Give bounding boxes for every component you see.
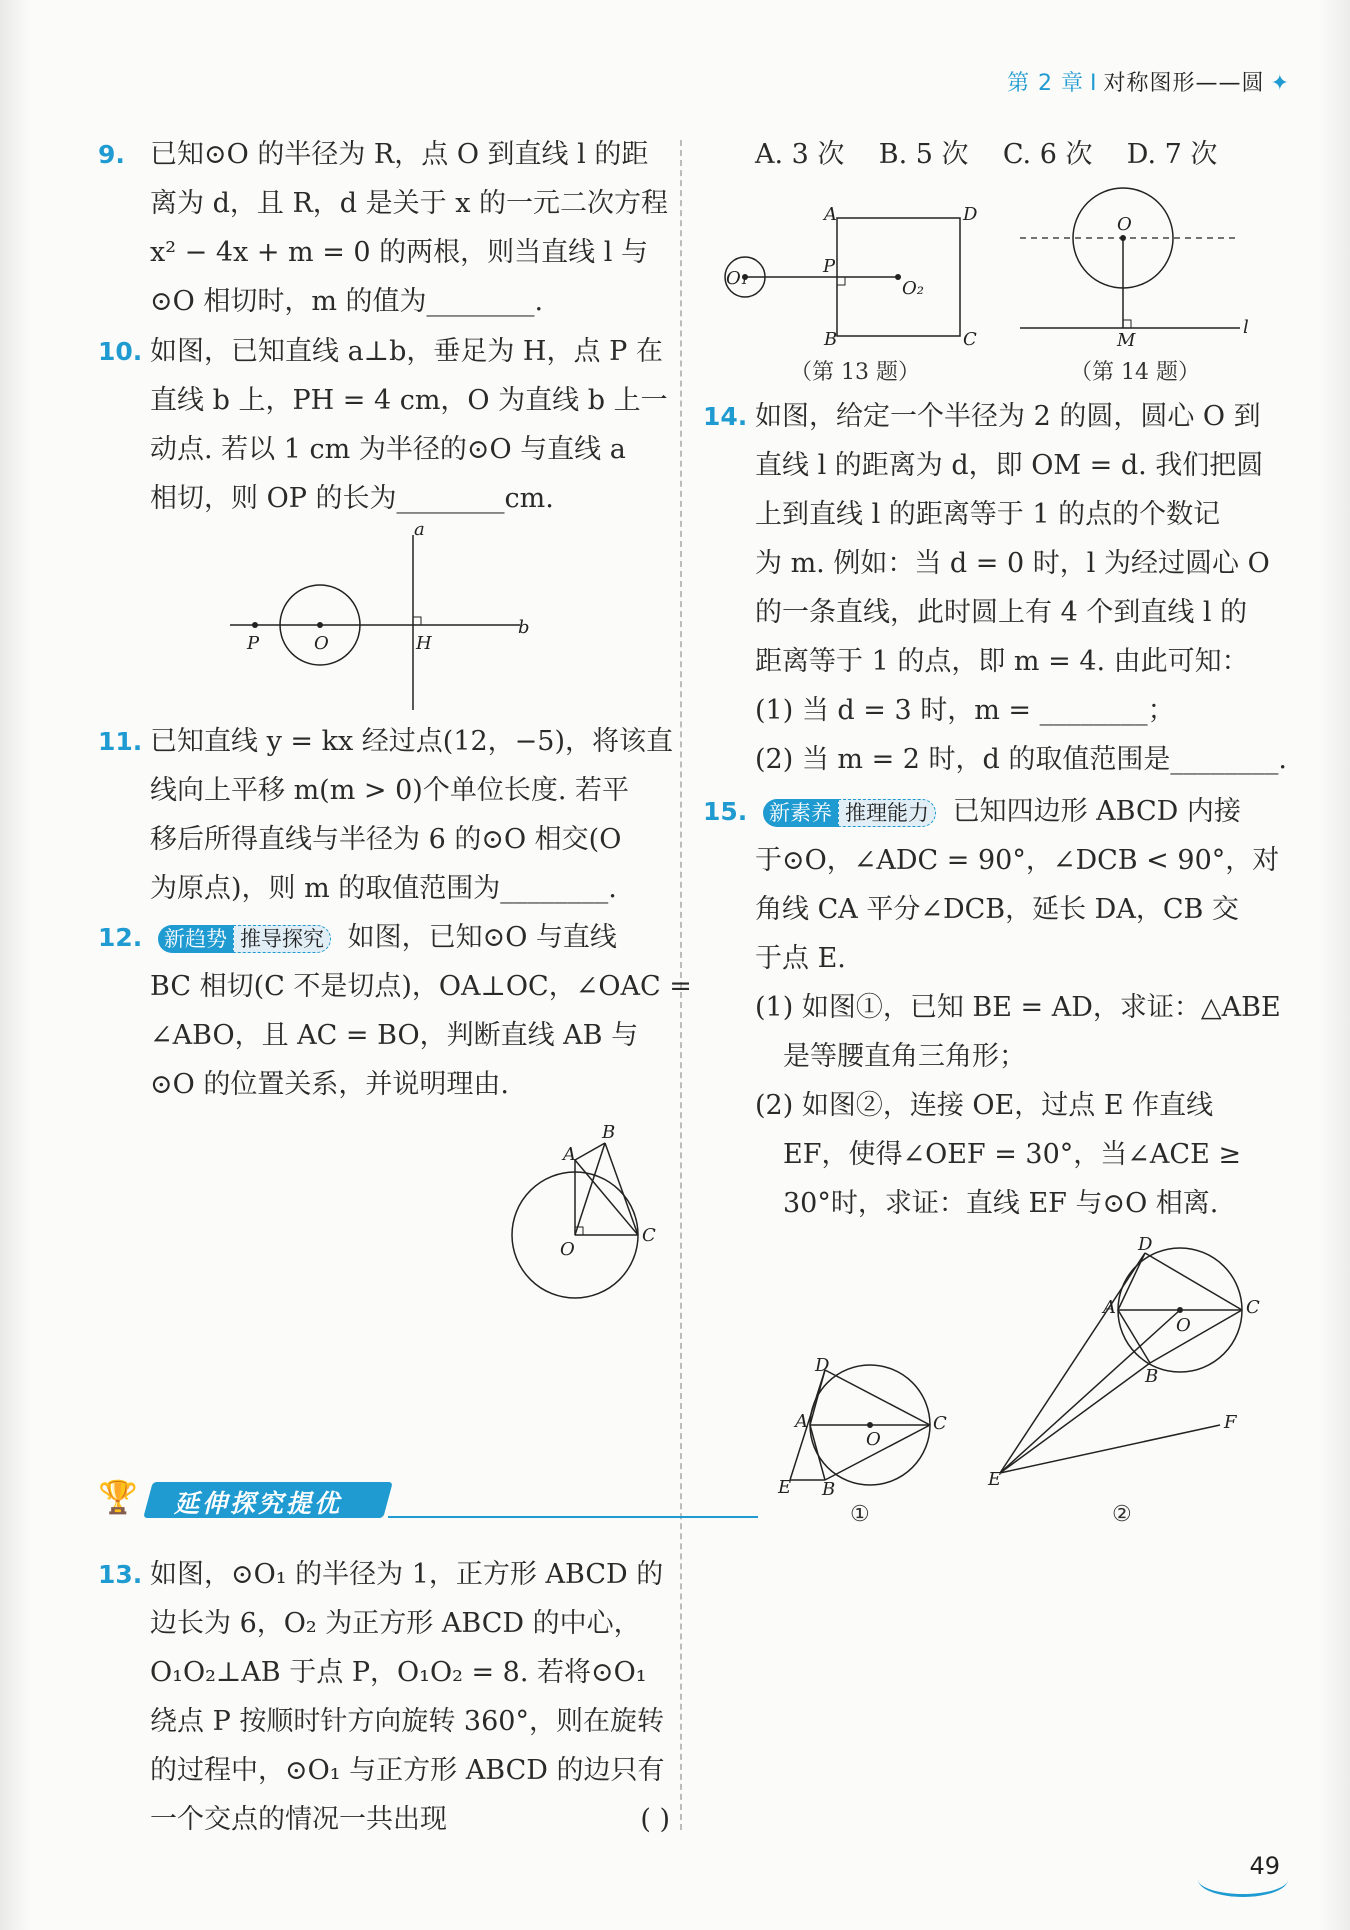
figure-label-1: ① xyxy=(850,1502,870,1527)
text-line: 已知直线 y = kx 经过点(12，−5)，将该直 xyxy=(150,726,674,757)
label-c: C xyxy=(963,329,977,350)
q13-options: A. 3 次 B. 5 次 C. 6 次 D. 7 次 xyxy=(755,139,1218,170)
text-line: O₁O₂⊥AB 于点 P，O₁O₂ = 8. 若将⊙O₁ xyxy=(150,1657,647,1688)
label-o: O xyxy=(560,1239,575,1260)
chapter-title: 对称图形——圆 xyxy=(1103,71,1265,96)
trend-tag xyxy=(150,924,339,954)
label-a: a xyxy=(414,525,425,540)
label-o: O xyxy=(866,1429,881,1450)
question-13 xyxy=(98,1550,670,1844)
text-line: x² − 4x + m = 0 的两根，则当直线 l 与 xyxy=(150,237,648,268)
right-angle-mark xyxy=(837,277,845,285)
text-line: 角线 CA 平分∠DCB，延长 DA，CB 交 xyxy=(755,894,1239,925)
text-line: 离为 d，且 R，d 是关于 x 的一元二次方程 xyxy=(150,188,669,219)
text-line: 直线 b 上，PH = 4 cm，O 为直线 b 上一 xyxy=(150,385,668,416)
text-line: 移后所得直线与半径为 6 的⊙O 相交(O xyxy=(150,824,622,855)
section-banner xyxy=(98,1478,658,1522)
text-line: ⊙O 的位置关系，并说明理由. xyxy=(150,1069,509,1100)
label-o2: O₂ xyxy=(902,278,924,299)
banner-rule xyxy=(388,1516,758,1518)
running-header xyxy=(1007,66,1290,97)
sub-question: 是等腰直角三角形； xyxy=(783,1041,1026,1072)
answer-paren: ( ) xyxy=(640,1804,670,1835)
label-b: B xyxy=(1145,1366,1159,1387)
label-p: P xyxy=(823,256,836,277)
segment-bc xyxy=(1150,1310,1242,1363)
text-line: 的过程中，⊙O₁ 与正方形 ABCD 的边只有 xyxy=(150,1755,665,1786)
sub-question: (2) 当 m = 2 时，d 的取值范围是________. xyxy=(755,744,1288,775)
trophy-icon: 🏆 xyxy=(98,1478,138,1516)
star-icon: ✦ xyxy=(1270,71,1290,96)
segment-dc xyxy=(825,1370,930,1425)
label-b: B xyxy=(824,329,838,350)
sub-question: (1) 当 d = 3 时，m = ________； xyxy=(755,695,1175,726)
header-separator: I xyxy=(1090,71,1098,96)
text-line: 边长为 6，O₂ 为正方形 ABCD 的中心， xyxy=(150,1608,641,1639)
text-line: 如图，给定一个半径为 2 的圆，圆心 O 到 xyxy=(755,401,1261,432)
text-line: 距离等于 1 的点，即 m = 4. 由此可知： xyxy=(755,646,1249,677)
question-number: 10. xyxy=(98,337,143,366)
label-o: O xyxy=(1117,214,1132,235)
text-line: 已知⊙O 的半径为 R，点 O 到直线 l 的距 xyxy=(150,139,649,170)
sub-question: 30°时，求证：直线 EF 与⊙O 相离. xyxy=(783,1188,1219,1219)
label-l: l xyxy=(1243,317,1249,338)
center-o xyxy=(317,622,323,628)
text-line: ⊙O 相切时，m 的值为________. xyxy=(150,286,544,317)
section-title: 延伸探究提优 xyxy=(174,1489,343,1518)
text-line: 为原点)，则 m 的取值范围为________. xyxy=(150,873,617,904)
segment-dc xyxy=(1145,1253,1242,1310)
figure-q14 xyxy=(1015,180,1260,350)
text-line: 一个交点的情况一共出现 xyxy=(150,1804,447,1835)
question-number: 11. xyxy=(98,727,143,756)
label-d: D xyxy=(963,204,978,225)
text-line: 如图，已知直线 a⊥b，垂足为 H，点 P 在 xyxy=(150,336,663,367)
question-11 xyxy=(98,717,674,913)
literacy-tag xyxy=(755,798,944,828)
label-b: B xyxy=(602,1122,616,1143)
question-number: 12. xyxy=(98,923,143,952)
point-p xyxy=(252,622,258,628)
chapter-label: 第 2 章 xyxy=(1007,71,1085,96)
text-line: 上到直线 l 的距离等于 1 的点的个数记 xyxy=(755,499,1221,530)
text-line: 如图，⊙O₁ 的半径为 1，正方形 ABCD 的 xyxy=(150,1559,664,1590)
segment-da xyxy=(1118,1253,1145,1310)
segment-ab xyxy=(810,1425,825,1480)
question-9 xyxy=(98,130,670,326)
question-10 xyxy=(98,327,670,523)
right-angle-mark xyxy=(1123,320,1131,328)
label-c: C xyxy=(1246,1297,1260,1318)
text-line: 绕点 P 按顺时针方向旋转 360°，则在旋转 xyxy=(150,1706,664,1737)
label-d: D xyxy=(815,1355,830,1376)
label-p: P xyxy=(247,633,260,654)
segment-eo xyxy=(1000,1310,1180,1473)
tag-primary: 新趋势 xyxy=(158,925,233,953)
text-line: 线向上平移 m(m > 0)个单位长度. 若平 xyxy=(150,775,629,806)
figure-q15-2 xyxy=(980,1235,1270,1500)
label-e: E xyxy=(988,1469,1002,1490)
label-o1: O₁ xyxy=(726,268,748,289)
sub-question: (1) 如图①，已知 BE = AD，求证：△ABE xyxy=(755,992,1281,1023)
text-line: 如图，已知⊙O 与直线 xyxy=(347,922,617,953)
figure-q10 xyxy=(220,525,540,715)
figure-q13 xyxy=(720,200,990,350)
label-h: H xyxy=(416,633,432,654)
label-a: A xyxy=(1103,1297,1116,1318)
label-e: E xyxy=(778,1477,792,1498)
segment-bc xyxy=(605,1143,638,1235)
caption-q13: （第 13 题） xyxy=(790,360,920,385)
sub-question: (2) 如图②，连接 OE，过点 E 作直线 xyxy=(755,1090,1214,1121)
sub-question: EF，使得∠OEF = 30°，当∠ACE ≥ xyxy=(783,1139,1241,1170)
segment-ac xyxy=(575,1160,638,1235)
text-line: BC 相切(C 不是切点)，OA⊥OC，∠OAC = xyxy=(150,971,692,1002)
caption-q14: （第 14 题） xyxy=(1070,360,1200,385)
text-line: 动点. 若以 1 cm 为半径的⊙O 与直线 a xyxy=(150,434,626,465)
text-line: 已知四边形 ABCD 内接 xyxy=(952,796,1241,827)
question-number: 15. xyxy=(703,797,748,826)
label-d: D xyxy=(1138,1235,1153,1255)
text-line: 的一条直线，此时圆上有 4 个到直线 l 的 xyxy=(755,597,1248,628)
right-angle-mark xyxy=(413,617,421,625)
text-line: 于⊙O，∠ADC = 90°，∠DCB < 90°，对 xyxy=(755,845,1280,876)
figure-q15-1 xyxy=(770,1355,960,1525)
figure-q12 xyxy=(500,1110,670,1310)
text-line: 于点 E. xyxy=(755,943,846,974)
label-f: F xyxy=(1224,1412,1237,1433)
page-number: 49 xyxy=(1249,1852,1280,1880)
segment-ed xyxy=(1000,1253,1145,1473)
text-line: 为 m. 例如：当 d = 0 时，l 为经过圆心 O xyxy=(755,548,1270,579)
label-a: A xyxy=(563,1144,576,1165)
label-c: C xyxy=(933,1413,947,1434)
label-a: A xyxy=(824,204,837,225)
question-number: 9. xyxy=(98,140,125,169)
label-b: b xyxy=(518,617,530,638)
question-15 xyxy=(703,787,1281,1228)
tag-primary: 新素养 xyxy=(763,799,838,827)
question-number: 13. xyxy=(98,1560,143,1589)
label-b: B xyxy=(822,1479,836,1500)
question-number: 14. xyxy=(703,402,748,431)
question-12 xyxy=(98,913,692,1109)
label-a: A xyxy=(795,1411,808,1432)
text-line: ∠ABO，且 AC = BO，判断直线 AB 与 xyxy=(150,1020,639,1051)
figure-label-2: ② xyxy=(1112,1502,1132,1527)
tag-secondary: 推导探究 xyxy=(233,925,331,953)
label-m: M xyxy=(1117,330,1136,350)
text-line: 直线 l 的距离为 d，即 OM = d. 我们把圆 xyxy=(755,450,1264,481)
question-14 xyxy=(703,392,1288,784)
tag-secondary: 推理能力 xyxy=(838,799,936,827)
label-o: O xyxy=(314,633,329,654)
text-line: 相切，则 OP 的长为________cm. xyxy=(150,483,554,514)
label-o: O xyxy=(1176,1315,1191,1336)
segment-ab xyxy=(1118,1310,1150,1363)
label-c: C xyxy=(642,1225,656,1246)
